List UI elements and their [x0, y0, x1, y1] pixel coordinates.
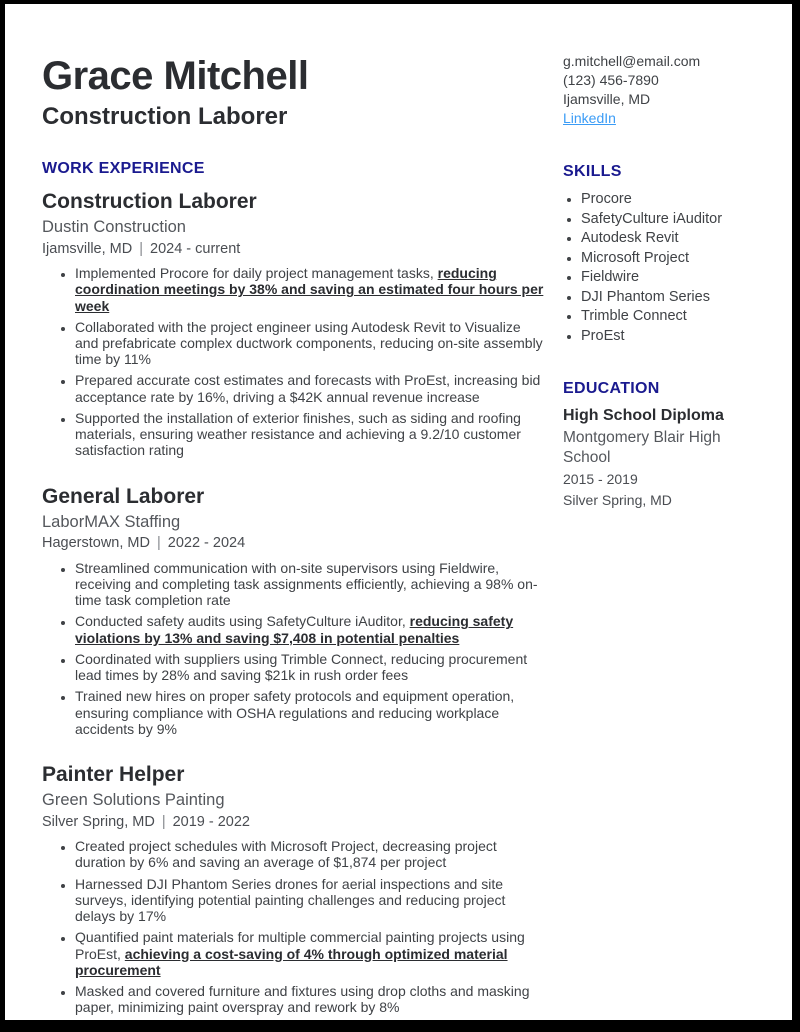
main-column — [42, 54, 545, 1021]
skill-item: • Autodesk Revit — [581, 229, 760, 249]
highlighted-achievement: achieving a cost-saving of 4% through optimized material procurement — [75, 945, 508, 978]
section-header-work-experience: WORK EXPERIENCE — [42, 160, 205, 177]
job-title: Construction Laborer — [42, 190, 257, 213]
contact-phone: (123) 456-7890 — [563, 72, 659, 88]
job-entry — [42, 189, 545, 459]
meta-separator: | — [156, 535, 161, 552]
skill-item: • Trimble Connect — [581, 307, 760, 327]
job-location: Silver Spring, MD — [42, 813, 155, 830]
linkedin-link[interactable]: LinkedIn — [563, 110, 616, 126]
job-company: Dustin Construction — [42, 218, 186, 237]
highlighted-achievement: reducing safety violations by 13% and saving $7,408 in potential penalties — [75, 613, 514, 646]
job-title: General Laborer — [42, 484, 205, 508]
person-name: Grace Mitchell — [42, 54, 309, 98]
job-dates: 2022 - 2024 — [167, 535, 246, 552]
job-location: Ijamsville, MD — [42, 240, 133, 257]
bullet-item: • Supported the installation of exterior finishes, such as siding and roofing materials, ensuring weather resistance and achieving a 9.2/10 customer satisfaction rating — [75, 410, 545, 459]
job-meta — [42, 534, 545, 554]
section-header-skills: SKILLS — [563, 163, 622, 180]
section-header-education: EDUCATION — [563, 380, 660, 397]
resume-page — [5, 4, 792, 1020]
bullet-item: • Quantified paint materials for multiple commercial painting projects using ProEst, achieving a cost-saving of 4% through optimized material procurement — [75, 929, 545, 978]
skill-item: • Fieldwire — [581, 268, 760, 288]
bullet-item: • Collaborated with the project engineer using Autodesk Revit to Visualize and prefabricate complex ductwork components, reducing on-site assembly time by 11% — [75, 319, 545, 368]
job-bullet-list — [42, 560, 545, 737]
meta-separator: | — [139, 240, 144, 257]
contact-email: g.mitchell@email.com — [563, 53, 701, 69]
bullet-item: • Streamlined communication with on-site supervisors using Fieldwire, receiving and completing task assignments efficiently, achieving a 98% on-time task completion rate — [75, 560, 545, 609]
job-bullet-list — [42, 265, 545, 459]
person-headline: Construction Laborer — [42, 103, 288, 130]
skill-item: • ProEst — [581, 327, 760, 347]
job-meta — [42, 813, 545, 833]
bullet-item: • Masked and covered furniture and fixtures using drop cloths and masking paper, minimizing paint overspray and rework by 8% — [75, 983, 545, 1015]
skill-item: • Procore — [581, 190, 760, 210]
education-location: Silver Spring, MD — [563, 492, 672, 509]
meta-separator: | — [161, 813, 166, 830]
bullet-item: • Created project schedules with Microsoft Project, decreasing project duration by 6% and saving an average of $1,874 per project — [75, 838, 545, 870]
job-title: Painter Helper — [42, 763, 185, 787]
job-entry — [42, 762, 545, 1015]
job-dates: 2024 - current — [150, 240, 241, 257]
contact-location: Ijamsville, MD — [563, 91, 651, 107]
skills-list — [563, 190, 760, 346]
job-entry — [42, 484, 545, 737]
bullet-item: • Implemented Procore for daily project management tasks, reducing coordination meetings by 38% and saving an estimated four hours per week — [75, 265, 545, 314]
job-bullet-list — [42, 838, 545, 1015]
highlighted-achievement: reducing coordination meetings by 38% and saving an estimated four hours per week — [75, 265, 544, 314]
job-meta — [42, 240, 545, 260]
bullet-item: • Conducted safety audits using SafetyCulture iAuditor, reducing safety violations by 13% and saving $7,408 in potential penalties — [75, 613, 545, 645]
side-column — [563, 52, 760, 510]
skill-item: • DJI Phantom Series — [581, 288, 760, 308]
job-location: Hagerstown, MD — [42, 535, 150, 552]
job-company: LaborMAX Staffing — [42, 512, 181, 531]
job-dates: 2019 - 2022 — [172, 813, 250, 830]
education-dates: 2015 - 2019 — [563, 471, 638, 488]
job-company: Green Solutions Painting — [42, 791, 225, 810]
education-school: Montgomery Blair High School — [563, 429, 721, 467]
bullet-item: • Prepared accurate cost estimates and forecasts with ProEst, increasing bid acceptance rate by 16%, driving a $42K annual revenue increase — [75, 372, 545, 404]
skill-item: • SafetyCulture iAuditor — [581, 210, 760, 230]
bullet-item: • Coordinated with suppliers using Trimble Connect, reducing procurement lead times by 28% and saving $21k in rush order fees — [75, 651, 545, 683]
bullet-item: • Harnessed DJI Phantom Series drones for aerial inspections and site surveys, identifying potential painting challenges and reducing project delays by 17% — [75, 876, 545, 925]
bullet-item: • Trained new hires on proper safety protocols and equipment operation, ensuring compliance with OSHA regulations and reducing workplace accidents by 9% — [75, 688, 545, 737]
skill-item: • Microsoft Project — [581, 249, 760, 269]
education-degree: High School Diploma — [563, 407, 724, 424]
